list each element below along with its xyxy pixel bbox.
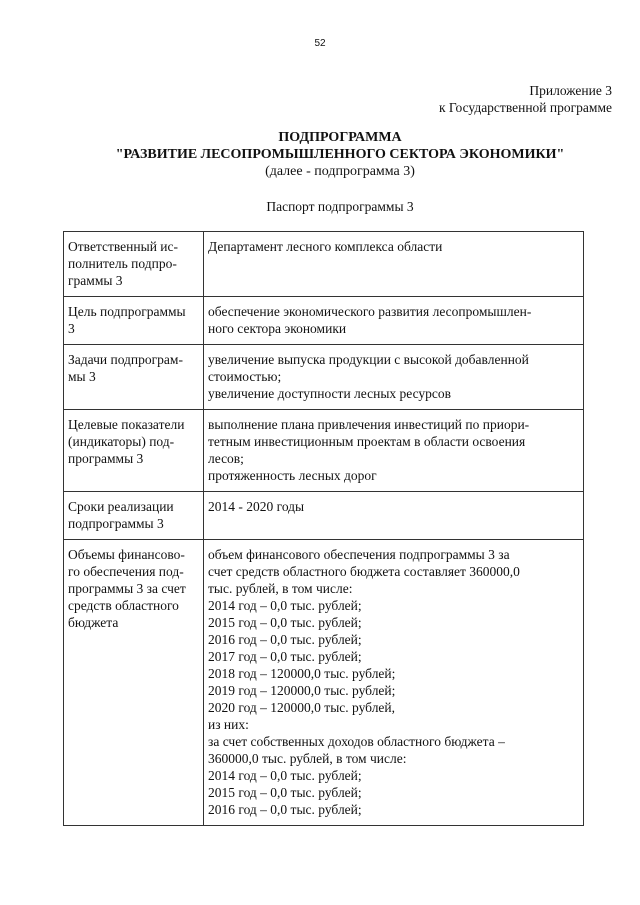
value-line: из них: (208, 717, 249, 732)
value-line: 2016 год – 0,0 тыс. рублей; (208, 802, 362, 817)
subprogram-title (0, 129, 640, 180)
value-line: за счет собственных доходов областного бюджета – (208, 734, 505, 749)
value-line: тыс. рублей, в том числе: (208, 581, 353, 596)
table-row (64, 540, 584, 826)
label-line: граммы 3 (68, 273, 123, 288)
value-line: 2014 год – 0,0 тыс. рублей; (208, 598, 362, 613)
row-label-cell (64, 345, 204, 410)
label-line: программы 3 за счет (68, 581, 186, 596)
page-number: 52 (314, 38, 326, 49)
label-line: Ответственный ис- (68, 239, 179, 254)
value-line: 2014 год – 0,0 тыс. рублей; (208, 768, 362, 783)
table-row (64, 410, 584, 492)
value-line: 2017 год – 0,0 тыс. рублей; (208, 649, 362, 664)
value-line: счет средств областного бюджета составляет 360000,0 (208, 564, 520, 579)
value-line: ного сектора экономики (208, 321, 347, 336)
row-value-cell (204, 297, 584, 345)
value-line: увеличение доступности лесных ресурсов (208, 386, 452, 401)
value-line: стоимостью; (208, 369, 282, 384)
title-line-1: ПОДПРОГРАММА (278, 130, 402, 145)
label-line: (индикаторы) под- (68, 434, 175, 449)
row-label-cell (64, 232, 204, 297)
value-line: тетным инвестиционным проектам в области освоения (208, 434, 526, 449)
label-line: Задачи подпрограм- (68, 352, 183, 367)
label-line: программы 3 (68, 451, 144, 466)
row-value-cell (204, 492, 584, 540)
value-line: 2020 год – 120000,0 тыс. рублей, (208, 700, 396, 715)
label-line: го обеспечения под- (68, 564, 184, 579)
value-line: лесов; (208, 451, 244, 466)
title-line-3: (далее - подпрограмма 3) (265, 164, 415, 179)
title-line-2: "РАЗВИТИЕ ЛЕСОПРОМЫШЛЕННОГО СЕКТОРА ЭКОНОМИКИ" (115, 147, 565, 162)
table-row (64, 345, 584, 410)
row-value-cell (204, 345, 584, 410)
label-line: бюджета (68, 615, 119, 630)
label-line: 3 (68, 321, 75, 336)
row-label-cell (64, 410, 204, 492)
table-row (64, 297, 584, 345)
value-line: 2015 год – 0,0 тыс. рублей; (208, 615, 362, 630)
value-line: увеличение выпуска продукции с высокой добавленной (208, 352, 529, 367)
appendix-line-2: к Государственной программе (438, 100, 612, 115)
table-row (64, 232, 584, 297)
label-line: Сроки реализации (68, 499, 174, 514)
value-line: Департамент лесного комплекса области (208, 239, 443, 254)
row-value-cell (204, 232, 584, 297)
value-line: 2014 - 2020 годы (208, 499, 305, 514)
value-line: обеспечение экономического развития лесопромышлен- (208, 304, 532, 319)
label-line: Объемы финансово- (68, 547, 185, 562)
value-line: 2016 год – 0,0 тыс. рублей; (208, 632, 362, 647)
value-line: 2018 год – 120000,0 тыс. рублей; (208, 666, 396, 681)
row-label-cell (64, 297, 204, 345)
label-line: мы 3 (68, 369, 96, 384)
row-value-cell (204, 410, 584, 492)
value-line: 2015 год – 0,0 тыс. рублей; (208, 785, 362, 800)
label-line: Целевые показатели (68, 417, 185, 432)
label-line: Цель подпрограммы (68, 304, 186, 319)
row-value-cell (204, 540, 584, 826)
value-line: объем финансового обеспечения подпрограммы 3 за (208, 547, 510, 562)
value-line: протяженность лесных дорог (208, 468, 377, 483)
label-line: подпрограммы 3 (68, 516, 164, 531)
appendix-line-1: Приложение 3 (529, 83, 612, 98)
label-line: полнитель подпро- (68, 256, 177, 271)
value-line: 2019 год – 120000,0 тыс. рублей; (208, 683, 396, 698)
row-label-cell (64, 540, 204, 826)
appendix-note (439, 82, 612, 116)
row-label-cell (64, 492, 204, 540)
label-line: средств областного (68, 598, 179, 613)
value-line: выполнение плана привлечения инвестиций по приори- (208, 417, 530, 432)
table-row (64, 492, 584, 540)
passport-table (63, 231, 584, 826)
passport-title: Паспорт подпрограммы 3 (266, 199, 414, 214)
value-line: 360000,0 тыс. рублей, в том числе: (208, 751, 407, 766)
